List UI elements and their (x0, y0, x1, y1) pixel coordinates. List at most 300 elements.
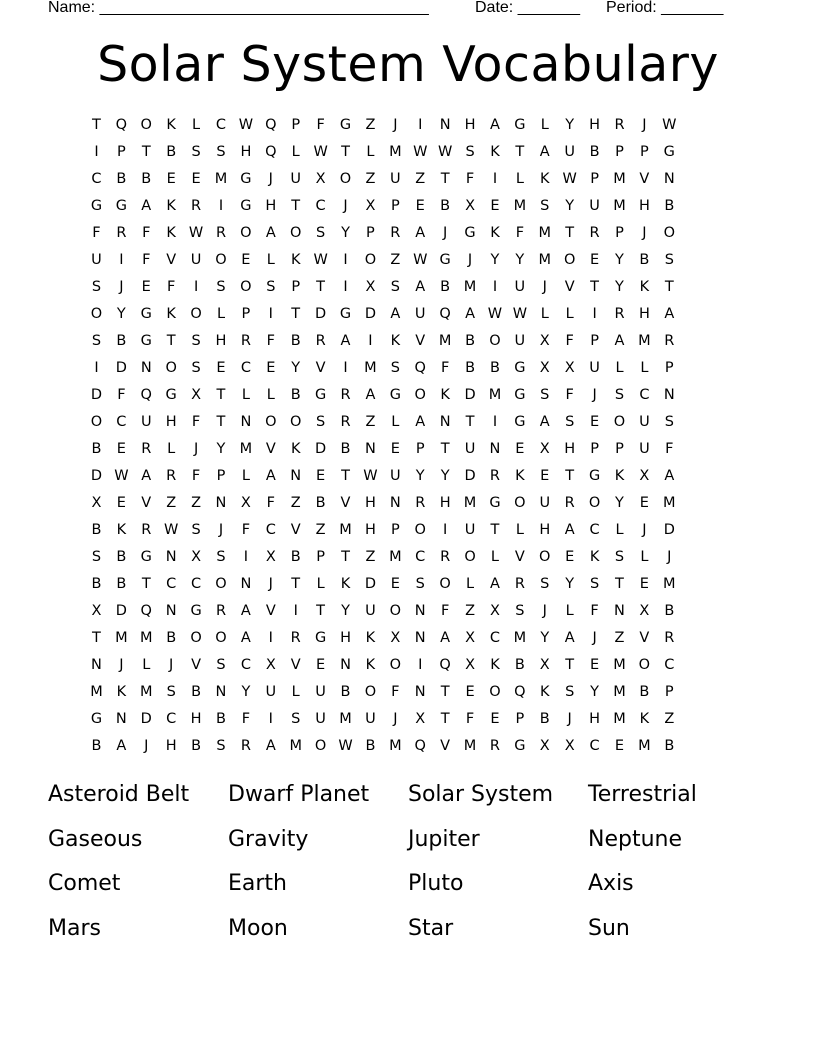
grid-letter: U (514, 279, 526, 295)
grid-row (84, 490, 732, 517)
grid-letter: C (589, 738, 600, 754)
word-bank-item: Pluto (408, 871, 464, 896)
grid-letter: N (290, 468, 302, 484)
grid-letter: C (265, 522, 276, 538)
grid-letter: A (415, 225, 426, 241)
grid-letter: W (662, 117, 677, 133)
grid-letter: F (565, 387, 574, 403)
grid-letter: B (116, 171, 127, 187)
grid-letter: B (290, 333, 301, 349)
grid-letter: E (216, 360, 226, 376)
grid-letter: H (165, 414, 177, 430)
grid-letter: X (465, 657, 476, 673)
grid-letter: X (539, 360, 550, 376)
grid-letter: O (215, 630, 227, 646)
word-bank-item: Earth (228, 871, 287, 896)
grid-letter: H (589, 117, 601, 133)
grid-letter: E (565, 549, 575, 565)
grid-letter: J (193, 441, 199, 457)
grid-letter: S (166, 684, 176, 700)
grid-letter: R (240, 333, 251, 349)
grid-letter: L (266, 387, 275, 403)
grid-letter: W (562, 171, 577, 187)
grid-letter: B (191, 738, 202, 754)
grid-letter: C (589, 522, 600, 538)
grid-letter: X (639, 603, 650, 619)
grid-letter: T (316, 603, 326, 619)
grid-letter: D (115, 603, 127, 619)
grid-letter: O (339, 171, 352, 187)
grid-letter: T (166, 333, 176, 349)
grid-letter: N (364, 441, 376, 457)
grid-letter: X (489, 603, 500, 619)
grid-letter: L (615, 522, 624, 538)
grid-letter: G (240, 198, 252, 214)
grid-letter: D (90, 468, 103, 484)
grid-letter: H (539, 522, 551, 538)
grid-letter: B (91, 441, 102, 457)
grid-letter: B (116, 549, 127, 565)
grid-letter: V (265, 603, 276, 619)
grid-letter: M (389, 738, 402, 754)
grid-letter: D (115, 360, 127, 376)
grid-letter: E (589, 657, 600, 673)
grid-letter: R (141, 522, 152, 538)
grid-row (84, 733, 732, 760)
grid-letter: U (589, 198, 600, 214)
grid-letter: N (240, 576, 252, 592)
grid-letter: S (191, 522, 201, 538)
grid-letter: A (116, 738, 127, 754)
grid-row (84, 139, 732, 166)
grid-letter: R (340, 387, 351, 403)
grid-letter: E (141, 279, 151, 295)
grid-letter: P (390, 522, 400, 538)
grid-letter: T (490, 522, 500, 538)
grid-row (84, 598, 732, 625)
grid-letter: S (91, 549, 102, 565)
grid-letter: I (343, 279, 348, 295)
grid-letter: X (365, 279, 376, 295)
grid-letter: B (340, 684, 351, 700)
grid-letter: J (642, 225, 647, 241)
grid-letter: K (166, 117, 176, 133)
grid-letter: A (265, 738, 276, 754)
grid-letter: K (639, 279, 650, 295)
grid-letter: L (565, 603, 574, 619)
grid-letter: O (514, 495, 526, 511)
grid-letter: M (389, 144, 402, 160)
grid-letter: G (663, 144, 675, 160)
grid-letter: J (592, 387, 597, 403)
grid-letter: U (315, 684, 326, 700)
grid-letter: Y (615, 495, 624, 511)
grid-letter: T (316, 279, 326, 295)
grid-letter: M (214, 171, 228, 187)
grid-letter: P (316, 549, 325, 565)
grid-letter: A (664, 468, 675, 484)
grid-row (84, 625, 732, 652)
grid-letter: G (514, 387, 526, 403)
grid-letter: P (366, 225, 375, 241)
grid-letter: Z (664, 711, 675, 727)
grid-letter: B (290, 549, 301, 565)
grid-letter: T (440, 684, 450, 700)
grid-letter: L (640, 360, 649, 376)
word-bank-item: Solar System (408, 782, 554, 807)
grid-letter: S (191, 333, 201, 349)
grid-letter: U (390, 171, 401, 187)
grid-letter: W (238, 117, 254, 133)
grid-letter: B (141, 171, 152, 187)
grid-letter: O (364, 684, 377, 700)
grid-letter: K (490, 225, 500, 241)
grid-letter: B (91, 576, 102, 592)
grid-letter: S (316, 414, 326, 430)
grid-letter: M (239, 441, 253, 457)
grid-letter: E (589, 252, 600, 268)
grid-letter: H (265, 198, 277, 214)
grid-letter: Y (615, 252, 624, 268)
grid-letter: P (390, 198, 400, 214)
grid-letter: M (364, 360, 377, 376)
grid-letter: X (564, 738, 575, 754)
grid-letter: K (490, 144, 500, 160)
grid-letter: Y (515, 252, 525, 268)
grid-letter: U (265, 684, 277, 700)
grid-letter: D (90, 387, 103, 403)
grid-letter: E (316, 468, 326, 484)
grid-letter: K (166, 225, 176, 241)
grid-letter: E (191, 171, 201, 187)
grid-letter: N (663, 171, 675, 187)
grid-letter: X (539, 738, 550, 754)
grid-row (84, 544, 732, 571)
grid-letter: B (539, 711, 550, 727)
grid-letter: T (341, 144, 350, 160)
grid-letter: R (440, 549, 451, 565)
grid-letter: B (664, 603, 675, 619)
grid-letter: X (191, 387, 202, 403)
grid-letter: G (389, 387, 401, 403)
grid-letter: X (639, 468, 650, 484)
grid-letter: J (443, 225, 448, 241)
grid-letter: Q (514, 684, 526, 700)
grid-letter: G (464, 225, 476, 241)
grid-letter: X (240, 495, 251, 511)
grid-letter: X (265, 657, 276, 673)
grid-letter: L (266, 252, 275, 268)
grid-letter: P (664, 684, 674, 700)
grid-row (84, 409, 732, 436)
grid-letter: U (365, 603, 376, 619)
grid-letter: G (165, 387, 177, 403)
grid-letter: O (638, 657, 651, 673)
grid-letter: O (613, 414, 626, 430)
grid-letter: Y (615, 279, 624, 295)
grid-letter: M (663, 495, 676, 511)
grid-letter: R (614, 306, 625, 322)
grid-letter: M (438, 333, 452, 349)
grid-letter: E (390, 576, 400, 592)
grid-letter: A (415, 414, 426, 430)
grid-letter: O (289, 225, 302, 241)
grid-letter: X (564, 360, 575, 376)
grid-letter: Z (365, 117, 376, 133)
grid-letter: I (293, 603, 298, 619)
grid-letter: A (265, 225, 276, 241)
grid-letter: K (290, 252, 301, 268)
grid-letter: O (140, 117, 152, 133)
grid-letter: U (464, 441, 476, 457)
grid-letter: W (313, 252, 328, 268)
grid-letter: K (365, 657, 376, 673)
grid-letter: B (664, 738, 675, 754)
grid-letter: R (489, 468, 500, 484)
grid-letter: C (415, 549, 426, 565)
grid-letter: G (339, 306, 352, 322)
grid-letter: I (243, 549, 249, 565)
grid-letter: K (515, 468, 525, 484)
grid-letter: O (265, 414, 277, 430)
grid-letter: R (166, 468, 177, 484)
grid-letter: M (513, 630, 527, 646)
grid-letter: O (314, 738, 327, 754)
grid-letter: P (590, 333, 599, 349)
grid-letter: K (490, 657, 500, 673)
grid-letter: H (215, 333, 227, 349)
grid-letter: G (314, 630, 327, 646)
grid-letter: J (218, 522, 224, 538)
grid-letter: G (588, 468, 601, 484)
grid-letter: T (141, 576, 151, 592)
grid-letter: I (343, 360, 348, 376)
grid-letter: F (391, 684, 400, 700)
grid-letter: S (91, 333, 102, 349)
grid-letter: I (119, 252, 124, 268)
grid-letter: M (613, 171, 626, 187)
grid-letter: R (564, 495, 575, 511)
grid-letter: X (415, 711, 426, 727)
grid-letter: X (365, 198, 376, 214)
grid-letter: O (90, 414, 103, 430)
grid-letter: F (241, 522, 251, 538)
grid-letter: O (663, 225, 675, 241)
grid-letter: U (365, 711, 376, 727)
grid-letter: S (415, 576, 425, 592)
period-field-label: Period: _______ (606, 0, 724, 16)
grid-letter: Y (565, 198, 575, 214)
grid-letter: A (489, 117, 500, 133)
grid-letter: W (363, 468, 378, 484)
grid-letter: W (313, 144, 328, 160)
grid-letter: S (565, 414, 575, 430)
grid-letter: R (290, 630, 301, 646)
grid-letter: C (315, 198, 326, 214)
grid-letter: J (144, 738, 149, 754)
grid-row (84, 112, 732, 139)
grid-letter: H (464, 117, 476, 133)
grid-letter: N (215, 495, 227, 511)
grid-letter: O (489, 684, 501, 700)
grid-letter: Y (341, 225, 350, 241)
grid-letter: S (216, 657, 226, 673)
grid-letter: Y (241, 684, 251, 700)
grid-letter: V (166, 252, 177, 268)
grid-letter: S (565, 684, 575, 700)
grid-letter: C (116, 414, 127, 430)
grid-letter: A (340, 333, 351, 349)
grid-letter: P (615, 144, 624, 160)
grid-letter: U (290, 171, 302, 187)
grid-letter: F (142, 225, 151, 241)
grid-letter: V (265, 441, 276, 457)
grid-letter: R (215, 603, 227, 619)
grid-letter: W (188, 225, 204, 241)
grid-letter: F (167, 279, 176, 295)
grid-letter: R (514, 576, 525, 592)
grid-letter: S (515, 603, 525, 619)
grid-letter: I (592, 306, 597, 322)
grid-letter: T (141, 144, 151, 160)
grid-letter: M (339, 711, 352, 727)
grid-letter: N (340, 657, 351, 673)
grid-letter: S (540, 387, 550, 403)
grid-letter: W (413, 144, 428, 160)
grid-letter: V (340, 495, 351, 511)
grid-letter: R (191, 198, 202, 214)
grid-letter: Y (440, 468, 450, 484)
grid-letter: S (664, 414, 674, 430)
grid-letter: L (142, 657, 151, 673)
grid-letter: E (166, 171, 176, 187)
word-search-grid (84, 112, 732, 760)
grid-letter: U (190, 252, 202, 268)
grid-letter: X (465, 198, 476, 214)
grid-letter: P (291, 117, 301, 133)
grid-letter: D (464, 387, 476, 403)
word-bank-item: Dwarf Planet (228, 782, 370, 807)
grid-letter: B (116, 333, 127, 349)
word-bank (48, 778, 768, 956)
grid-letter: U (140, 414, 152, 430)
grid-letter: A (664, 306, 675, 322)
grid-letter: J (268, 171, 273, 187)
grid-row (84, 220, 732, 247)
grid-letter: O (190, 630, 202, 646)
grid-row (84, 652, 732, 679)
grid-letter: A (415, 279, 426, 295)
grid-letter: T (291, 576, 301, 592)
grid-letter: S (390, 360, 400, 376)
grid-letter: A (539, 144, 550, 160)
grid-letter: M (613, 684, 626, 700)
grid-letter: S (191, 360, 201, 376)
grid-letter: M (488, 387, 502, 403)
grid-letter: X (539, 333, 550, 349)
grid-letter: A (564, 522, 575, 538)
grid-letter: J (467, 252, 473, 268)
grid-letter: J (542, 279, 547, 295)
date-field-label: Date: _______ (475, 0, 580, 16)
grid-letter: A (564, 630, 575, 646)
grid-letter: Y (590, 684, 599, 700)
grid-letter: T (341, 549, 350, 565)
grid-letter: Y (565, 117, 575, 133)
grid-letter: Q (414, 738, 426, 754)
grid-letter: L (640, 549, 649, 565)
grid-letter: O (389, 657, 402, 673)
grid-letter: B (91, 522, 102, 538)
grid-letter: M (513, 198, 527, 214)
grid-letter: T (440, 441, 450, 457)
grid-letter: W (512, 306, 528, 322)
grid-letter: Z (365, 171, 376, 187)
grid-letter: T (440, 171, 450, 187)
grid-letter: M (140, 684, 153, 700)
grid-letter: T (291, 198, 301, 214)
grid-letter: V (564, 279, 575, 295)
grid-letter: C (639, 387, 650, 403)
grid-letter: M (463, 738, 477, 754)
grid-letter: G (489, 495, 501, 511)
grid-letter: P (216, 468, 226, 484)
grid-letter: P (615, 441, 624, 457)
grid-letter: S (540, 576, 550, 592)
grid-letter: E (415, 198, 425, 214)
grid-letter: M (638, 333, 651, 349)
grid-letter: A (465, 306, 475, 322)
grid-letter: L (515, 171, 524, 187)
word-bank-item: Comet (48, 871, 121, 896)
grid-letter: X (465, 630, 476, 646)
grid-letter: C (166, 711, 177, 727)
grid-letter: V (290, 657, 301, 673)
grid-letter: O (588, 495, 601, 511)
grid-letter: O (190, 306, 202, 322)
grid-letter: N (389, 495, 401, 511)
grid-letter: C (489, 630, 501, 646)
grid-letter: H (564, 441, 576, 457)
grid-letter: V (440, 738, 451, 754)
grid-letter: T (664, 279, 674, 295)
grid-letter: E (515, 441, 525, 457)
grid-letter: Z (390, 252, 401, 268)
grid-letter: O (414, 522, 426, 538)
grid-letter: H (364, 522, 376, 538)
grid-letter: A (539, 414, 550, 430)
word-bank-item: Star (408, 915, 454, 941)
grid-letter: U (564, 144, 575, 160)
grid-letter: B (315, 495, 326, 511)
grid-letter: U (414, 306, 426, 322)
grid-letter: E (390, 441, 400, 457)
word-bank-item: Jupiter (408, 826, 480, 852)
grid-letter: L (515, 522, 524, 538)
grid-letter: P (291, 279, 301, 295)
grid-letter: R (664, 333, 675, 349)
grid-letter: Q (140, 387, 152, 403)
grid-letter: B (440, 279, 451, 295)
grid-letter: Y (116, 306, 126, 322)
grid-letter: W (413, 252, 428, 268)
grid-letter: S (216, 279, 226, 295)
grid-letter: K (166, 306, 176, 322)
grid-letter: T (615, 576, 624, 592)
grid-letter: P (664, 360, 674, 376)
grid-letter: U (464, 522, 476, 538)
grid-letter: B (91, 738, 102, 754)
